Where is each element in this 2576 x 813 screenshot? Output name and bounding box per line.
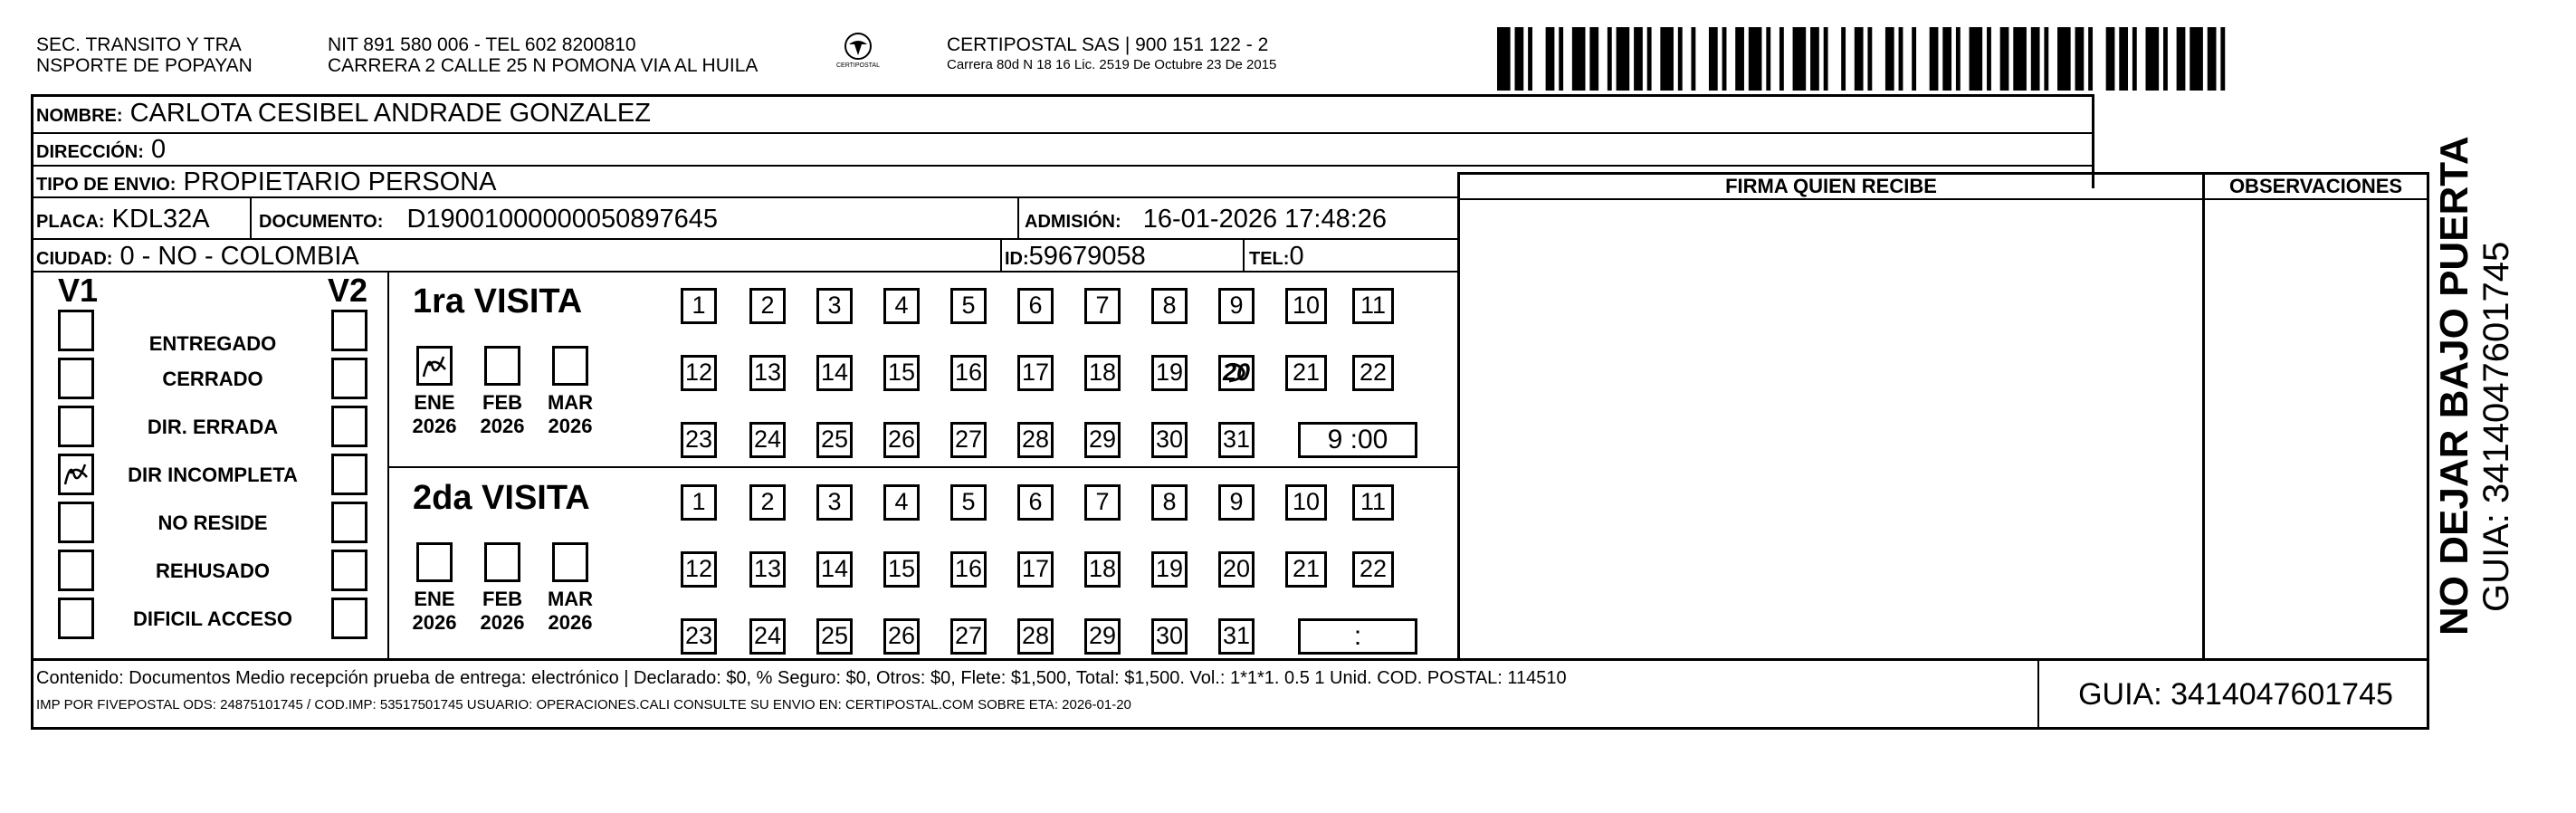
v2-checkbox-3[interactable] bbox=[331, 454, 367, 495]
barcode-bar bbox=[2163, 27, 2168, 91]
v2-checkbox-5[interactable] bbox=[331, 550, 367, 591]
day-box-13[interactable]: 13 bbox=[749, 355, 786, 391]
day-box-25[interactable]: 25 bbox=[816, 422, 853, 458]
day-box-30[interactable]: 30 bbox=[1151, 618, 1188, 655]
day-box-20[interactable]: 20 bbox=[1218, 355, 1255, 391]
day-box-16[interactable]: 16 bbox=[950, 355, 987, 391]
day-box-15[interactable]: 15 bbox=[883, 355, 920, 391]
observaciones-header: OBSERVACIONES bbox=[2228, 175, 2403, 197]
certipostal-logo: CERTIPOSTAL bbox=[831, 31, 885, 74]
visit-time-field[interactable]: 9 :00 bbox=[1298, 422, 1417, 458]
v2-checkbox-6[interactable] bbox=[331, 598, 367, 639]
v1-checkbox-1[interactable] bbox=[58, 358, 94, 399]
ciudad-field: CIUDAD: 0 - NO - COLOMBIA bbox=[36, 242, 359, 271]
barcode-bar bbox=[1722, 27, 1727, 91]
day-box-14[interactable]: 14 bbox=[816, 355, 853, 391]
day-box-14[interactable]: 14 bbox=[816, 551, 853, 588]
side-vertical-text bbox=[2433, 136, 2516, 636]
day-box-1[interactable]: 1 bbox=[681, 288, 717, 324]
day-box-26[interactable]: 26 bbox=[883, 422, 920, 458]
day-box-19[interactable]: 19 bbox=[1151, 551, 1188, 588]
barcode-bar bbox=[1899, 27, 1903, 91]
v2-checkbox-0[interactable] bbox=[331, 310, 367, 351]
barcode-bar bbox=[1987, 27, 1991, 91]
day-box-31[interactable]: 31 bbox=[1218, 422, 1255, 458]
barcode-bar bbox=[1608, 27, 1612, 91]
barcode-bar bbox=[2132, 27, 2137, 91]
day-box-12[interactable]: 12 bbox=[681, 551, 717, 588]
day-box-5[interactable]: 5 bbox=[950, 484, 987, 521]
month-checkbox-mar[interactable] bbox=[552, 346, 588, 386]
footer-guia: GUIA: 3414047601745 bbox=[2078, 677, 2393, 712]
barcode-bar bbox=[2044, 27, 2048, 91]
barcode-bar bbox=[1912, 27, 1916, 91]
nombre-field: NOMBRE: CARLOTA CESIBEL ANDRADE GONZALEZ bbox=[36, 99, 651, 128]
visit-title: 2da VISITA bbox=[413, 479, 590, 517]
barcode-bar bbox=[1678, 27, 1683, 91]
barcode-bar bbox=[1930, 27, 1939, 91]
visit-time-field[interactable]: : bbox=[1298, 618, 1417, 655]
visit-title: 1ra VISITA bbox=[413, 282, 583, 320]
day-box-29[interactable]: 29 bbox=[1084, 618, 1121, 655]
day-box-16[interactable]: 16 bbox=[950, 551, 987, 588]
day-box-2[interactable]: 2 bbox=[749, 288, 786, 324]
barcode-bar bbox=[1885, 27, 1894, 91]
status-label-5: REHUSADO bbox=[156, 560, 270, 582]
month-label: FEB 2026 bbox=[480, 588, 525, 634]
barcode-bar bbox=[1559, 27, 1563, 91]
month-checkbox-ene[interactable] bbox=[416, 542, 453, 582]
barcode-bar bbox=[1779, 27, 1784, 91]
barcode-bar bbox=[1572, 27, 1586, 91]
v1-checkbox-5[interactable] bbox=[58, 550, 94, 591]
status-label-3: DIR INCOMPLETA bbox=[128, 464, 298, 486]
day-box-23[interactable]: 23 bbox=[681, 422, 717, 458]
barcode-bar bbox=[2057, 27, 2071, 91]
day-box-1[interactable]: 1 bbox=[681, 484, 717, 521]
day-box-28[interactable]: 28 bbox=[1017, 422, 1054, 458]
day-box-21[interactable]: 21 bbox=[1285, 355, 1327, 391]
day-box-23[interactable]: 23 bbox=[681, 618, 717, 655]
day-box-30[interactable]: 30 bbox=[1151, 422, 1188, 458]
barcode-bar bbox=[1956, 27, 1961, 91]
day-mark-icon bbox=[1222, 359, 1253, 387]
day-box-3[interactable]: 3 bbox=[816, 288, 853, 324]
day-box-21[interactable]: 21 bbox=[1285, 551, 1327, 588]
barcode bbox=[1497, 27, 2234, 91]
month-label: MAR 2026 bbox=[547, 588, 594, 634]
barcode-bar bbox=[1528, 27, 1532, 91]
day-box-29[interactable]: 29 bbox=[1084, 422, 1121, 458]
day-box-19[interactable]: 19 bbox=[1151, 355, 1188, 391]
barcode-bar bbox=[2088, 27, 2093, 91]
barcode-bar bbox=[1793, 27, 1807, 91]
day-box-31[interactable]: 31 bbox=[1218, 618, 1255, 655]
sender-name: SEC. TRANSITO Y TRA NSPORTE DE POPAYAN bbox=[36, 34, 253, 76]
v1-checkbox-3[interactable] bbox=[58, 454, 94, 495]
observations-area[interactable] bbox=[2205, 200, 2427, 658]
barcode-bar bbox=[1942, 27, 1951, 91]
day-box-20[interactable]: 20 bbox=[1218, 551, 1255, 588]
day-box-4[interactable]: 4 bbox=[883, 484, 920, 521]
barcode-bar bbox=[1855, 27, 1864, 91]
day-box-4[interactable]: 4 bbox=[883, 288, 920, 324]
day-box-25[interactable]: 25 bbox=[816, 618, 853, 655]
no-dejar-bajo-puerta: NO DEJAR BAJO PUERTA bbox=[2432, 136, 2476, 636]
day-box-2[interactable]: 2 bbox=[749, 484, 786, 521]
placa-field: PLACA: KDL32A bbox=[36, 205, 210, 234]
barcode-bar bbox=[1735, 27, 1744, 91]
day-box-7[interactable]: 7 bbox=[1084, 484, 1121, 521]
day-box-12[interactable]: 12 bbox=[681, 355, 717, 391]
day-box-11[interactable]: 11 bbox=[1352, 484, 1394, 521]
signature-area[interactable] bbox=[1460, 200, 2202, 658]
day-box-27[interactable]: 27 bbox=[950, 618, 987, 655]
day-box-8[interactable]: 8 bbox=[1151, 288, 1188, 324]
check-mark-icon bbox=[62, 457, 92, 488]
id-field: ID:59679058 bbox=[1005, 242, 1146, 271]
status-label-6: DIFICIL ACCESO bbox=[132, 607, 292, 630]
imp-line: IMP POR FIVEPOSTAL ODS: 24875101745 / COD.IMP: 53517501745 USUARIO: OPERACIONES.CALI CONSULTE SU ENVIO EN: CERTIPOSTAL.COM SOBRE ETA: 2026-01-20 bbox=[36, 697, 1131, 713]
barcode-bar bbox=[2106, 27, 2115, 91]
day-box-24[interactable]: 24 bbox=[749, 618, 786, 655]
month-checkbox-feb[interactable] bbox=[484, 542, 520, 582]
day-box-9[interactable]: 9 bbox=[1218, 288, 1255, 324]
barcode-bar bbox=[2075, 27, 2085, 91]
carrier-info: CERTIPOSTAL SAS | 900 151 122 - 2 Carrera 80d N 18 16 Lic. 2519 De Octubre 23 De 2015 bbox=[947, 34, 1277, 72]
status-label-1: CERRADO bbox=[162, 368, 263, 390]
barcode-bar bbox=[1709, 27, 1718, 91]
tipo-envio-field: TIPO DE ENVIO: PROPIETARIO PERSONA bbox=[36, 167, 497, 196]
tel-field: TEL:0 bbox=[1249, 242, 1304, 271]
month-label: ENE 2026 bbox=[412, 391, 457, 437]
day-box-22[interactable]: 22 bbox=[1352, 551, 1394, 588]
v2-checkbox-4[interactable] bbox=[331, 502, 367, 543]
barcode-bar bbox=[2146, 27, 2160, 91]
barcode-bar bbox=[1810, 27, 1819, 91]
sender-info: NIT 891 580 006 - TEL 602 8200810 CARRERA 2 CALLE 25 N POMONA VIA AL HUILA bbox=[328, 34, 758, 76]
day-box-18[interactable]: 18 bbox=[1084, 355, 1121, 391]
v2-header: V2 bbox=[328, 272, 368, 309]
barcode-bar bbox=[1546, 27, 1555, 91]
v1-checkbox-0[interactable] bbox=[58, 310, 94, 351]
day-box-5[interactable]: 5 bbox=[950, 288, 987, 324]
barcode-bar bbox=[2119, 27, 2128, 91]
status-label-0: ENTREGADO bbox=[148, 332, 277, 355]
day-box-6[interactable]: 6 bbox=[1017, 484, 1054, 521]
day-box-28[interactable]: 28 bbox=[1017, 618, 1054, 655]
barcode-bar bbox=[1824, 27, 1828, 91]
month-checkbox-feb[interactable] bbox=[484, 346, 520, 386]
day-box-17[interactable]: 17 bbox=[1017, 551, 1054, 588]
month-label: MAR 2026 bbox=[547, 391, 594, 437]
day-box-24[interactable]: 24 bbox=[749, 422, 786, 458]
barcode-bar bbox=[1647, 27, 1652, 91]
barcode-bar bbox=[2031, 27, 2040, 91]
barcode-bar bbox=[1749, 27, 1762, 91]
check-mark-icon bbox=[420, 349, 451, 380]
month-label: FEB 2026 bbox=[480, 391, 525, 437]
barcode-bar bbox=[1497, 27, 1511, 91]
status-label-2: DIR. ERRADA bbox=[147, 416, 279, 438]
barcode-bar bbox=[2000, 27, 2009, 91]
barcode-bar bbox=[2190, 27, 2203, 91]
v1-header: V1 bbox=[58, 272, 99, 309]
barcode-bar bbox=[1515, 27, 1524, 91]
v2-checkbox-2[interactable] bbox=[331, 406, 367, 447]
status-label-4: NO RESIDE bbox=[157, 512, 268, 534]
day-box-11[interactable]: 11 bbox=[1352, 288, 1394, 324]
day-box-7[interactable]: 7 bbox=[1084, 288, 1121, 324]
barcode-bar bbox=[1766, 27, 1770, 91]
documento-field: DOCUMENTO: D19001000000050897645 bbox=[259, 205, 718, 234]
day-box-27[interactable]: 27 bbox=[950, 422, 987, 458]
direccion-field: DIRECCIÓN: 0 bbox=[36, 135, 167, 164]
barcode-bar bbox=[1589, 27, 1598, 91]
side-guia: GUIA: 3414047601745 bbox=[2476, 241, 2516, 612]
v1-checkbox-6[interactable] bbox=[58, 598, 94, 639]
contenido-line: Contenido: Documentos Medio recepción prueba de entrega: electrónico | Declarado: $0, % Seguro: $0, Otros: $0, Flete: $1,500, Total: $1,500. Vol.: 1*1*1. 0.5 1 Unid. COD. POSTAL: 114510 bbox=[36, 668, 1567, 688]
day-box-3[interactable]: 3 bbox=[816, 484, 853, 521]
day-box-8[interactable]: 8 bbox=[1151, 484, 1188, 521]
v1-checkbox-4[interactable] bbox=[58, 502, 94, 543]
month-label: ENE 2026 bbox=[412, 588, 457, 634]
day-box-10[interactable]: 10 bbox=[1285, 288, 1327, 324]
day-box-9[interactable]: 9 bbox=[1218, 484, 1255, 521]
barcode-bar bbox=[1867, 27, 1872, 91]
barcode-bar bbox=[2208, 27, 2217, 91]
day-box-13[interactable]: 13 bbox=[749, 551, 786, 588]
barcode-bar bbox=[1634, 27, 1643, 91]
day-box-18[interactable]: 18 bbox=[1084, 551, 1121, 588]
day-box-26[interactable]: 26 bbox=[883, 618, 920, 655]
v2-checkbox-1[interactable] bbox=[331, 358, 367, 399]
barcode-bar bbox=[2013, 27, 2027, 91]
barcode-bar bbox=[2220, 27, 2225, 91]
day-box-6[interactable]: 6 bbox=[1017, 288, 1054, 324]
barcode-bar bbox=[1841, 27, 1846, 91]
barcode-bar bbox=[2177, 27, 2186, 91]
barcode-bar bbox=[1660, 27, 1674, 91]
month-checkbox-mar[interactable] bbox=[552, 542, 588, 582]
barcode-bar bbox=[1617, 27, 1630, 91]
barcode-bar bbox=[1691, 27, 1695, 91]
day-box-10[interactable]: 10 bbox=[1285, 484, 1327, 521]
barcode-bar bbox=[1970, 27, 1983, 91]
day-box-15[interactable]: 15 bbox=[883, 551, 920, 588]
v1-checkbox-2[interactable] bbox=[58, 406, 94, 447]
day-box-17[interactable]: 17 bbox=[1017, 355, 1054, 391]
firma-header: FIRMA QUIEN RECIBE bbox=[1725, 175, 1937, 197]
day-box-22[interactable]: 22 bbox=[1352, 355, 1394, 391]
admision-field: ADMISIÓN: 16-01-2026 17:48:26 bbox=[1025, 205, 1388, 234]
month-checkbox-ene[interactable] bbox=[416, 346, 453, 386]
